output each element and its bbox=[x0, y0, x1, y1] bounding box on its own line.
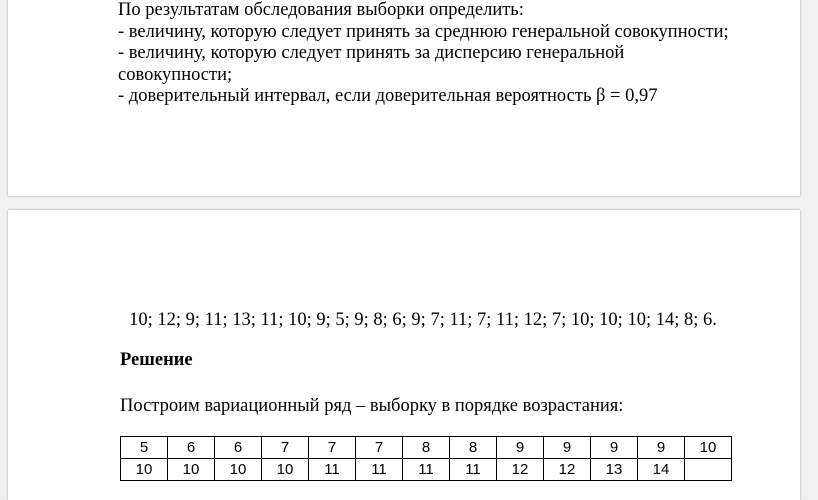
task-line: - величину, которую следует принять за дисперсию генеральной bbox=[118, 43, 625, 63]
table-cell: 10 bbox=[168, 459, 215, 481]
table-cell: 11 bbox=[356, 459, 403, 481]
table-cell: 9 bbox=[638, 437, 685, 459]
table-cell: 9 bbox=[497, 437, 544, 459]
task-line: - доверительный интервал, если доверительная вероятность β = 0,97 bbox=[118, 86, 658, 106]
table-cell: 6 bbox=[215, 437, 262, 459]
solution-heading: Решение bbox=[120, 350, 193, 370]
table-cell: 7 bbox=[262, 437, 309, 459]
table-cell: 6 bbox=[168, 437, 215, 459]
table-cell: 8 bbox=[450, 437, 497, 459]
table-cell: 12 bbox=[544, 459, 591, 481]
table-cell: 11 bbox=[309, 459, 356, 481]
table-cell: 11 bbox=[403, 459, 450, 481]
table-cell: 8 bbox=[403, 437, 450, 459]
variation-series-table bbox=[120, 436, 732, 481]
table-cell: 10 bbox=[215, 459, 262, 481]
task-line: - величину, которую следует принять за среднюю генеральной совокупности; bbox=[118, 21, 729, 42]
table-cell: 10 bbox=[262, 459, 309, 481]
table-cell: 9 bbox=[544, 437, 591, 459]
task-text bbox=[118, 0, 758, 108]
table-row bbox=[121, 459, 732, 481]
table-cell: 12 bbox=[497, 459, 544, 481]
table-cell: 10 bbox=[685, 437, 732, 459]
table-cell: 14 bbox=[638, 459, 685, 481]
task-line: совокупности; bbox=[118, 64, 233, 85]
table-cell: 11 bbox=[450, 459, 497, 481]
table-cell bbox=[685, 459, 732, 481]
solution-paragraph: Построим вариационный ряд – выборку в порядке возрастания: bbox=[120, 396, 624, 416]
table-cell: 9 bbox=[591, 437, 638, 459]
document-page-top bbox=[8, 0, 800, 196]
table-cell: 7 bbox=[309, 437, 356, 459]
table-cell: 7 bbox=[356, 437, 403, 459]
task-line: По результатам обследования выборки определить: bbox=[118, 0, 524, 20]
document-page-bottom bbox=[8, 210, 800, 500]
table-cell: 10 bbox=[121, 459, 168, 481]
table-row bbox=[121, 437, 732, 459]
table-cell: 5 bbox=[121, 437, 168, 459]
sample-values: 10; 12; 9; 11; 13; 11; 10; 9; 5; 9; 8; 6; 9; 7; 11; 7; 11; 12; 7; 10; 10; 10; 14; 8; 6. bbox=[129, 310, 717, 330]
table-cell: 13 bbox=[591, 459, 638, 481]
